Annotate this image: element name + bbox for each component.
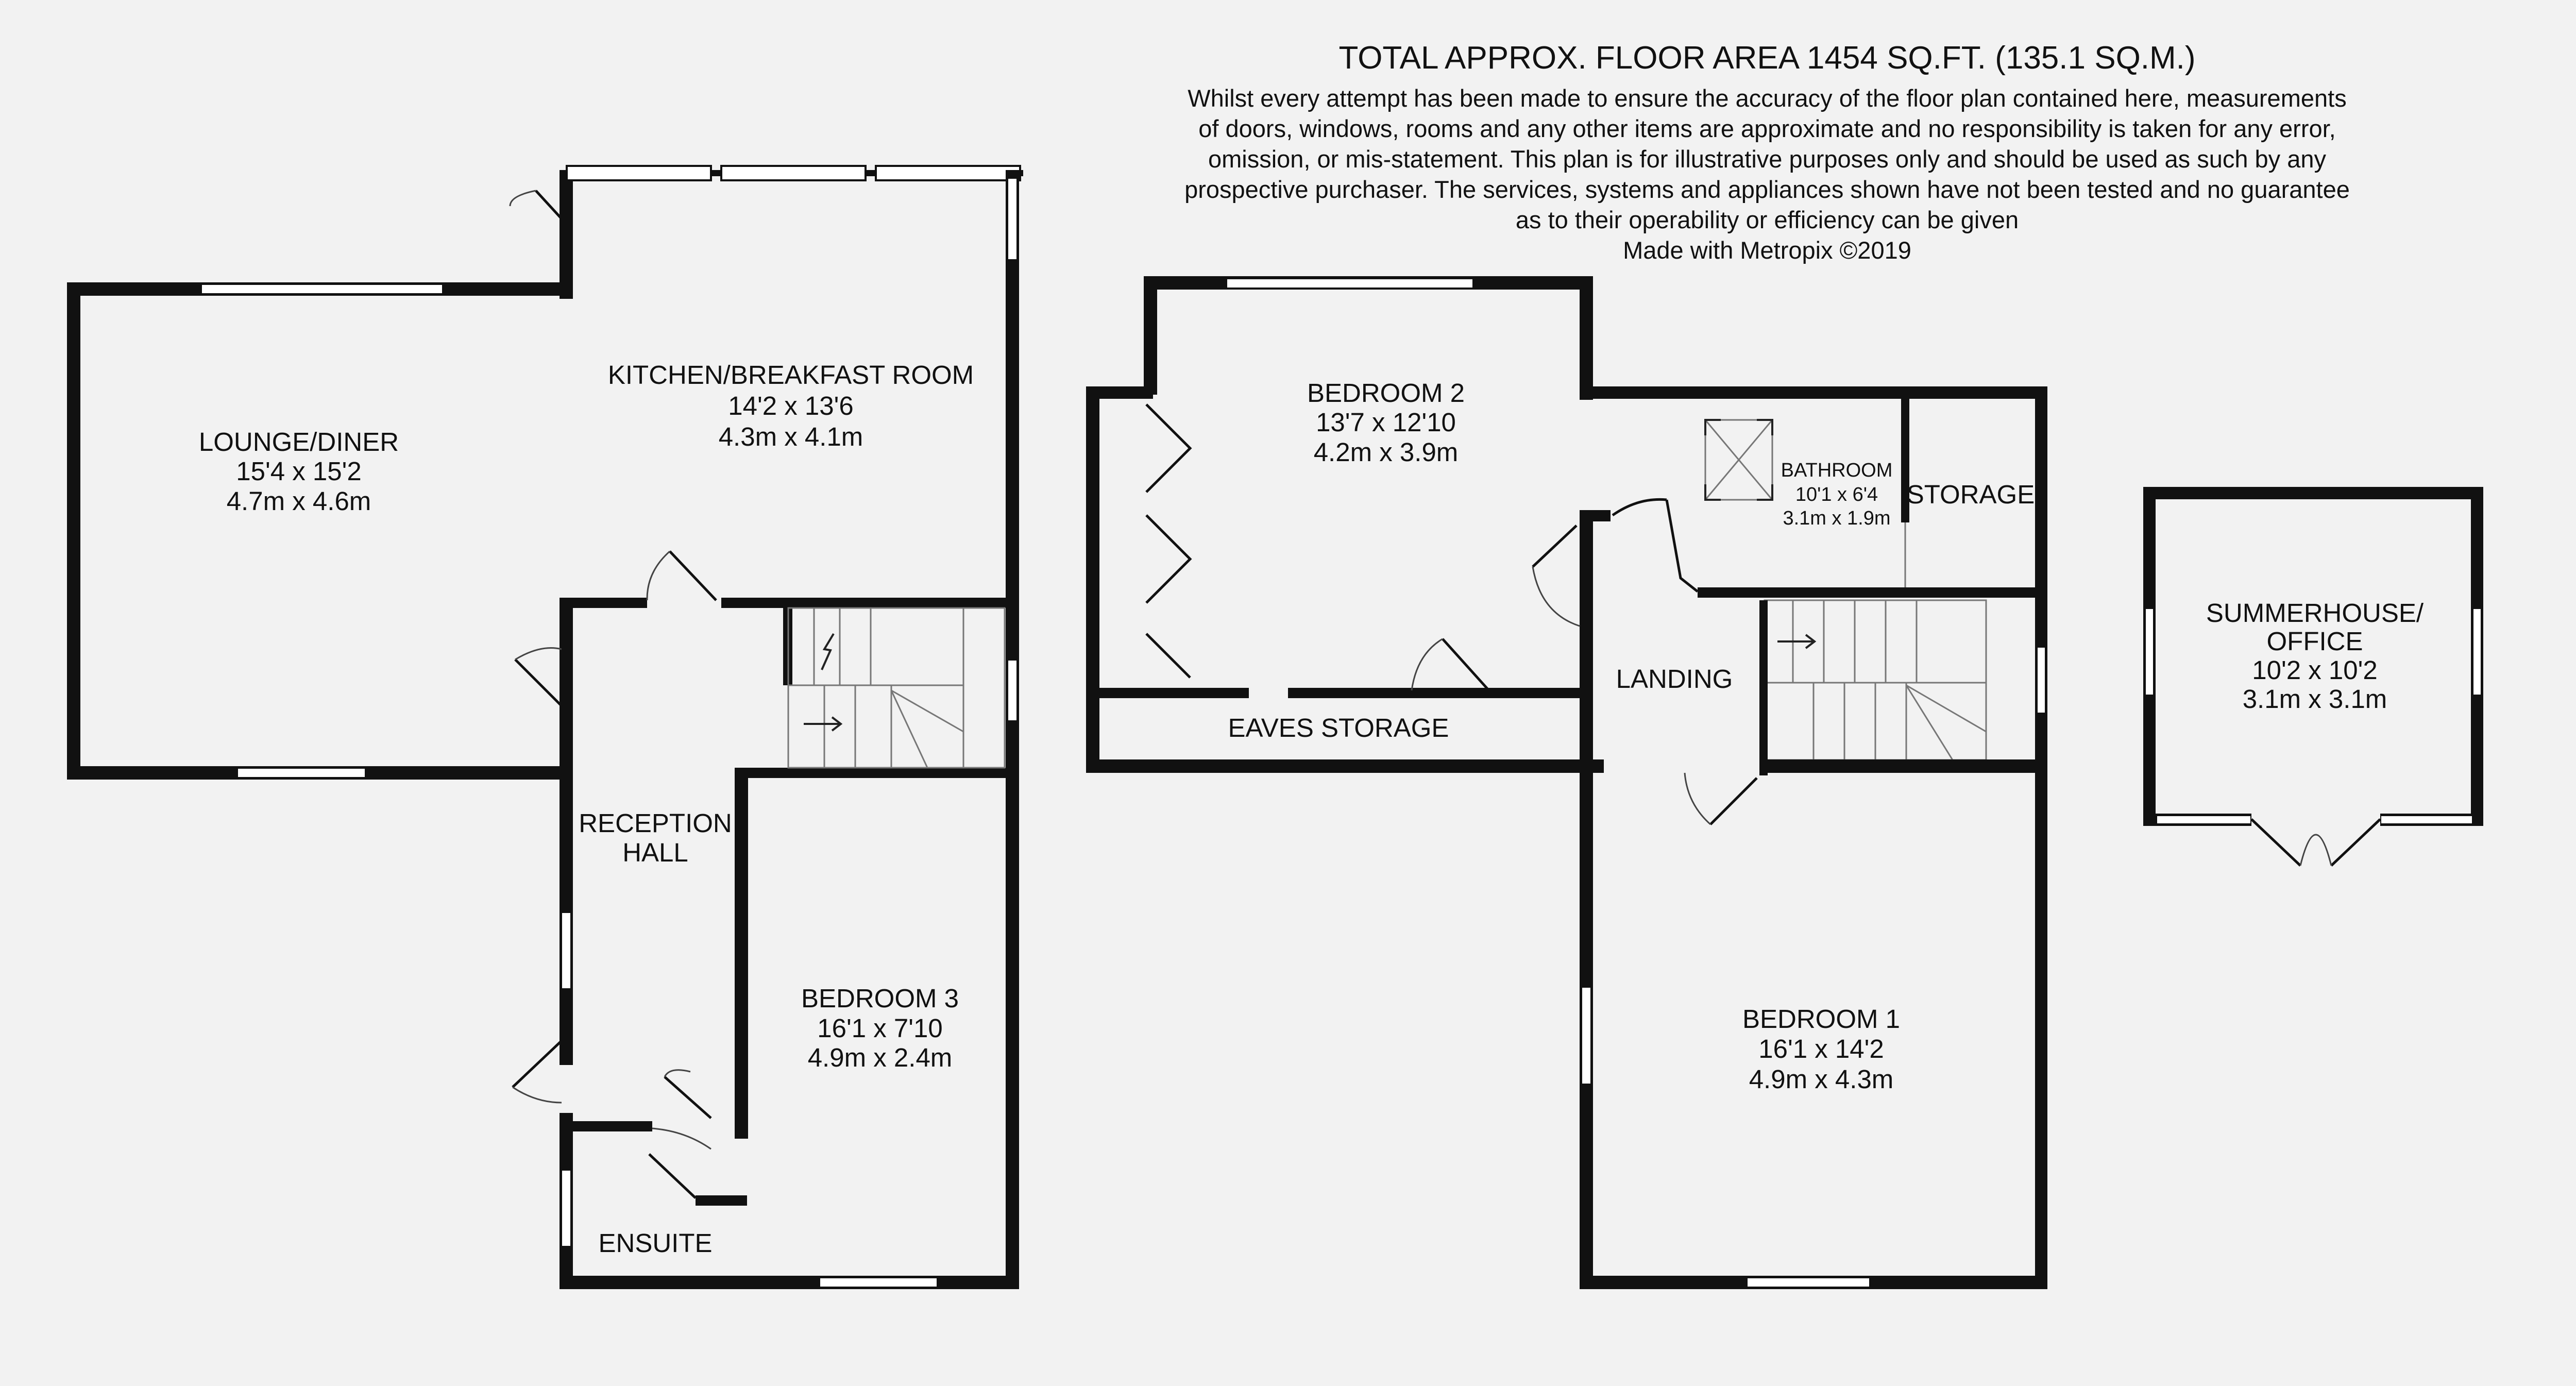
wall [1006,768,1019,1289]
wall [1580,276,1593,400]
bedroom2-metric: 4.2m x 3.9m [1313,437,1459,467]
disclaimer-line-2: of doors, windows, rooms and any other items are approximate and no responsibility is taken for any error, [1198,115,2336,142]
wall [721,598,1019,608]
metropix-credit: Made with Metropix ©2019 [1623,236,1911,264]
disclaimer-line-1: Whilst every attempt has been made to ensure the accuracy of the floor plan contained here, measurements [1188,84,2347,112]
wall [1667,500,1698,591]
wall [67,282,80,780]
window [1747,1277,1870,1288]
ensuite-name: ENSUITE [598,1228,713,1258]
wall [1759,759,2047,773]
door-swing [515,648,562,660]
wall [735,768,1019,778]
window [2145,608,2154,696]
window [2380,815,2473,824]
bathroom-metric: 3.1m x 1.9m [1783,508,1891,529]
wall [1580,515,1593,773]
door [513,1041,562,1087]
skylight-icon [1705,420,1772,500]
wall [560,1121,652,1131]
window [561,912,571,989]
door [1443,639,1489,690]
wall [1288,688,1582,698]
kitchen-name: KITCHEN/BREAKFAST ROOM [607,360,974,390]
door-swing [647,551,670,600]
wall [560,598,573,768]
door-swing [1533,567,1580,626]
lounge-metric: 4.7m x 4.6m [226,486,371,516]
window [561,1170,571,1247]
wall [560,170,573,299]
wall [1698,587,2047,598]
bedroom3-imperial: 16'1 x 7'10 [817,1013,943,1043]
summerhouse-name-line1: SUMMERHOUSE/ [2206,598,2424,628]
wall [1144,276,1157,395]
bedroom1-imperial: 16'1 x 14'2 [1758,1034,1884,1063]
bathroom-name: BATHROOM [1781,460,1893,481]
reception-name-line2: HALL [622,838,688,867]
window [201,284,443,294]
window [2472,608,2482,696]
window [819,1277,938,1288]
door-swing [510,191,536,206]
door-swing [513,1087,562,1103]
bedroom3-name: BEDROOM 3 [801,984,959,1013]
door [649,1154,696,1198]
wall [1580,510,1611,521]
first-floor [1086,276,2047,1289]
window [2037,647,2046,714]
summerhouse-metric: 3.1m x 3.1m [2242,684,2387,714]
door [1710,778,1757,824]
door-swing [652,1128,711,1149]
disclaimer-line-5: as to their operability or efficiency can be given [1515,206,2019,233]
lounge-name: LOUNGE/DINER [198,427,399,457]
room-labels [199,360,2424,1258]
door [1533,526,1577,567]
doorway [2251,812,2380,828]
landing-name: LANDING [1616,664,1733,694]
lounge-imperial: 15'4 x 15'2 [236,457,362,486]
door-swing [2300,835,2331,866]
wardrobe-doors [1146,404,1190,678]
wall [1086,759,1604,773]
bathroom-imperial: 10'1 x 6'4 [1795,484,1878,505]
door [670,551,716,600]
disclaimer-line-4: prospective purchaser. The services, systems and appliances shown have not been tested and no guarantee [1184,176,2350,203]
bedroom2-imperial: 13'7 x 12'10 [1316,408,1456,437]
wall [560,1276,750,1289]
staircase [1765,600,1986,760]
ground-floor [67,166,1023,1289]
wall [2143,487,2483,499]
bedroom1-metric: 4.9m x 4.3m [1749,1064,1894,1094]
kitchen-metric: 4.3m x 4.1m [718,422,863,451]
floor-area-title: TOTAL APPROX. FLOOR AREA 1454 SQ.FT. (135.1 SQ.M.) [1338,40,2196,76]
door [665,1077,711,1118]
door-swing [1412,639,1443,690]
bedroom3-metric: 4.9m x 2.4m [807,1043,953,1072]
door-swing [1685,773,1710,824]
kitchen-imperial: 14'2 x 13'6 [728,391,854,420]
window [237,768,366,778]
wall [735,768,748,1139]
window [1007,178,1018,260]
window [2156,815,2251,824]
window [1007,660,1018,721]
disclaimer-line-3: omission, or mis-statement. This plan is for illustrative purposes only and should be used as such by any [1208,145,2327,173]
wall [2035,386,2047,1288]
window [1581,987,1591,1085]
wall [1580,386,2047,399]
wall [1759,600,1768,775]
window [567,166,711,180]
wall [1086,386,1099,773]
bedroom2-name: BEDROOM 2 [1307,378,1465,408]
door-swing [1613,499,1667,515]
wall [1099,688,1249,698]
bedroom1-name: BEDROOM 1 [1742,1004,1901,1034]
summerhouse-name-line2: OFFICE [2266,627,2363,656]
window [1226,278,1473,289]
window [876,166,1020,180]
header [1184,40,2350,264]
door [515,660,562,706]
summerhouse-imperial: 10'2 x 10'2 [2252,655,2378,685]
window [721,166,866,180]
wall [696,1195,747,1206]
staircase [788,608,1005,768]
eaves-storage-name: EAVES STORAGE [1228,713,1449,742]
door-swing [665,1070,690,1077]
reception-name-line1: RECEPTION [579,808,732,838]
storage-name: STORAGE [1906,480,2035,509]
